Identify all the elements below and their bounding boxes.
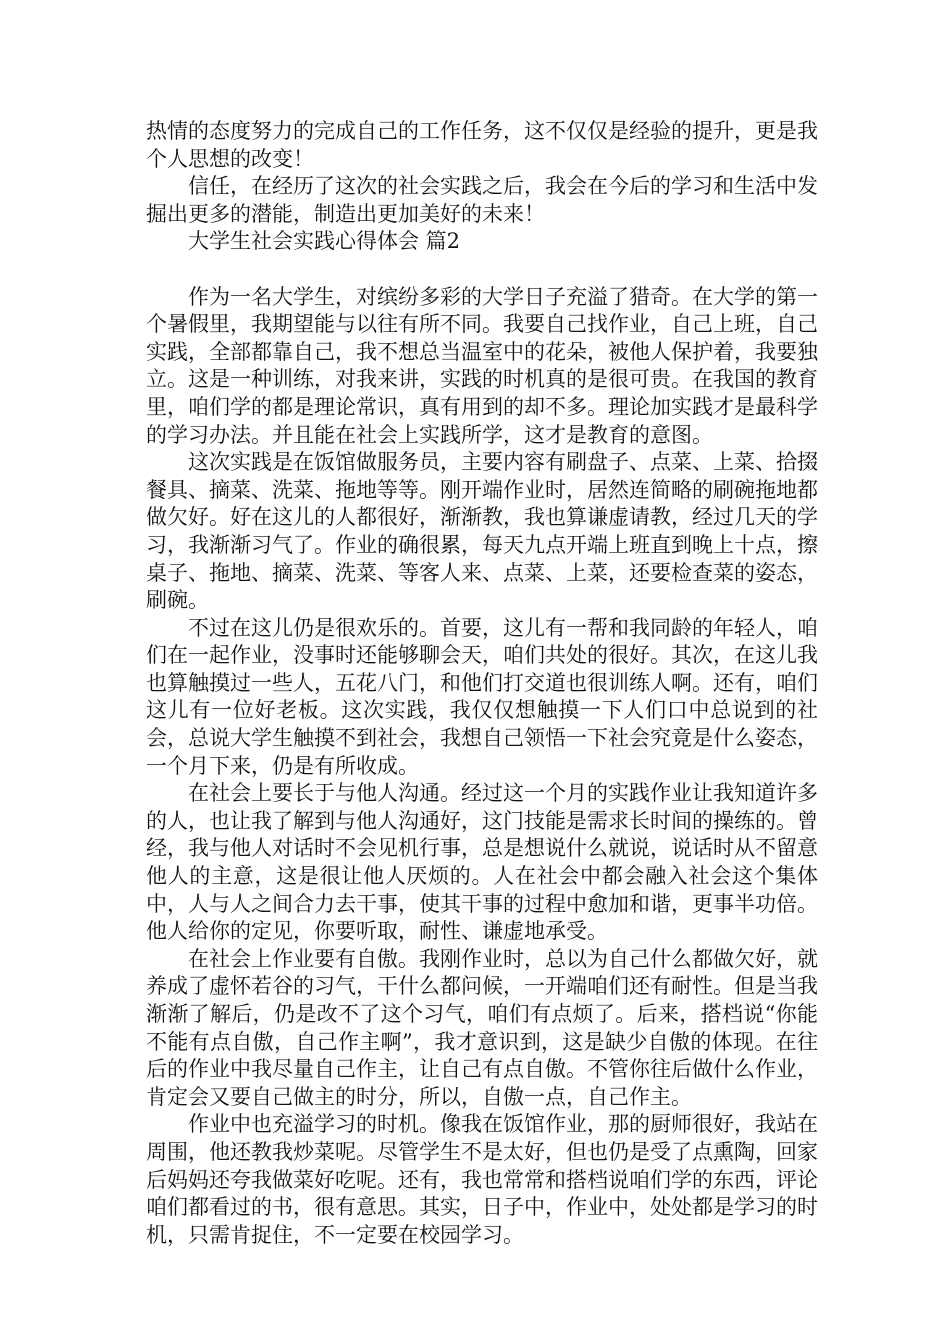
document-page [146,118,818,1249]
blank-line [146,256,818,284]
paragraph: 作为一名大学生，对缤纷多彩的大学日子充溢了猎奇。在大学的第一个暑假里，我期望能与以往有所不同。我要自己找作业，自己上班，自己实践，全部都靠自己，我不想总当温室中的花朵，被他人保护着，我要独立。这是一种训练，对我来讲，实践的时机真的是很可贵。在我国的教育里，咱们学的都是理论常识，真有用到的却不多。理论加实践才是最科学的学习办法。并且能在社会上实践所学，这才是教育的意图。 [146,284,818,447]
paragraph: 这次实践是在饭馆做服务员，主要内容有刷盘子、点菜、上菜、拾掇餐具、摘菜、洗菜、拖地等等。刚开端作业时，居然连简略的刷碗拖地都做欠好。好在这儿的人都很好，渐渐教，我也算谦虚请教，经过几天的学习，我渐渐习气了。作业的确很累，每天九点开端上班直到晚上十点，擦桌子、拖地、摘菜、洗菜、等客人来、点菜、上菜，还要检查菜的姿态，刷碗。 [146,450,818,613]
paragraph: 在社会上要长于与他人沟通。经过这一个月的实践作业让我知道许多的人，也让我了解到与他人沟通好，这门技能是需求长时间的操练的。曾经，我与他人对话时不会见机行事，总是想说什么就说，说话时从不留意他人的主意，这是很让他人厌烦的。人在社会中都会融入社会这个集体中，人与人之间合力去干事，使其干事的过程中愈加和谐，更事半功倍。他人给你的定见，你要听取，耐性、谦虚地承受。 [146,781,818,944]
paragraph: 作业中也充溢学习的时机。像我在饭馆作业，那的厨师很好，我站在周围，他还教我炒菜呢。尽管学生不是太好，但也仍是受了点熏陶，回家后妈妈还夸我做菜好吃呢。还有，我也常常和搭档说咱们学的东西，评论咱们都看过的书，很有意思。其实，日子中，作业中，处处都是学习的时机，只需肯捉住，不一定要在校园学习。 [146,1112,818,1247]
section-heading: 大学生社会实践心得体会 篇2 [188,229,461,254]
paragraph: 信任，在经历了这次的社会实践之后，我会在今后的学习和生活中发掘出更多的潜能，制造出更加美好的未来！ [146,174,818,226]
paragraph: 不过在这儿仍是很欢乐的。首要，这儿有一帮和我同龄的年轻人，咱们在一起作业，没事时还能够聊会天，咱们共处的很好。其次，在这儿我也算触摸过一些人，五花八门，和他们打交道也很训练人啊。还有，咱们这儿有一位好老板。这次实践，我仅仅想触摸一下人们口中总说到的社会，总说大学生触摸不到社会，我想自己领悟一下社会究竟是什么姿态，一个月下来，仍是有所收成。 [146,615,818,778]
paragraph: 在社会上作业要有自傲。我刚作业时，总以为自己什么都做欠好，就养成了虚怀若谷的习气，干什么都问候，一开端咱们还有耐性。但是当我渐渐了解后，仍是改不了这个习气，咱们有点烦了。后来，搭档说“你能不能有点自傲，自己作主啊”，我才意识到，这是缺少自傲的体现。在往后的作业中我尽量自己作主，让自己有点自傲。不管你往后做什么作业，肯定会又要自己做主的时分，所以，自傲一点，自己作主。 [146,946,818,1109]
paragraph: 热情的态度努力的完成自己的工作任务，这不仅仅是经验的提升，更是我个人思想的改变！ [146,119,818,171]
